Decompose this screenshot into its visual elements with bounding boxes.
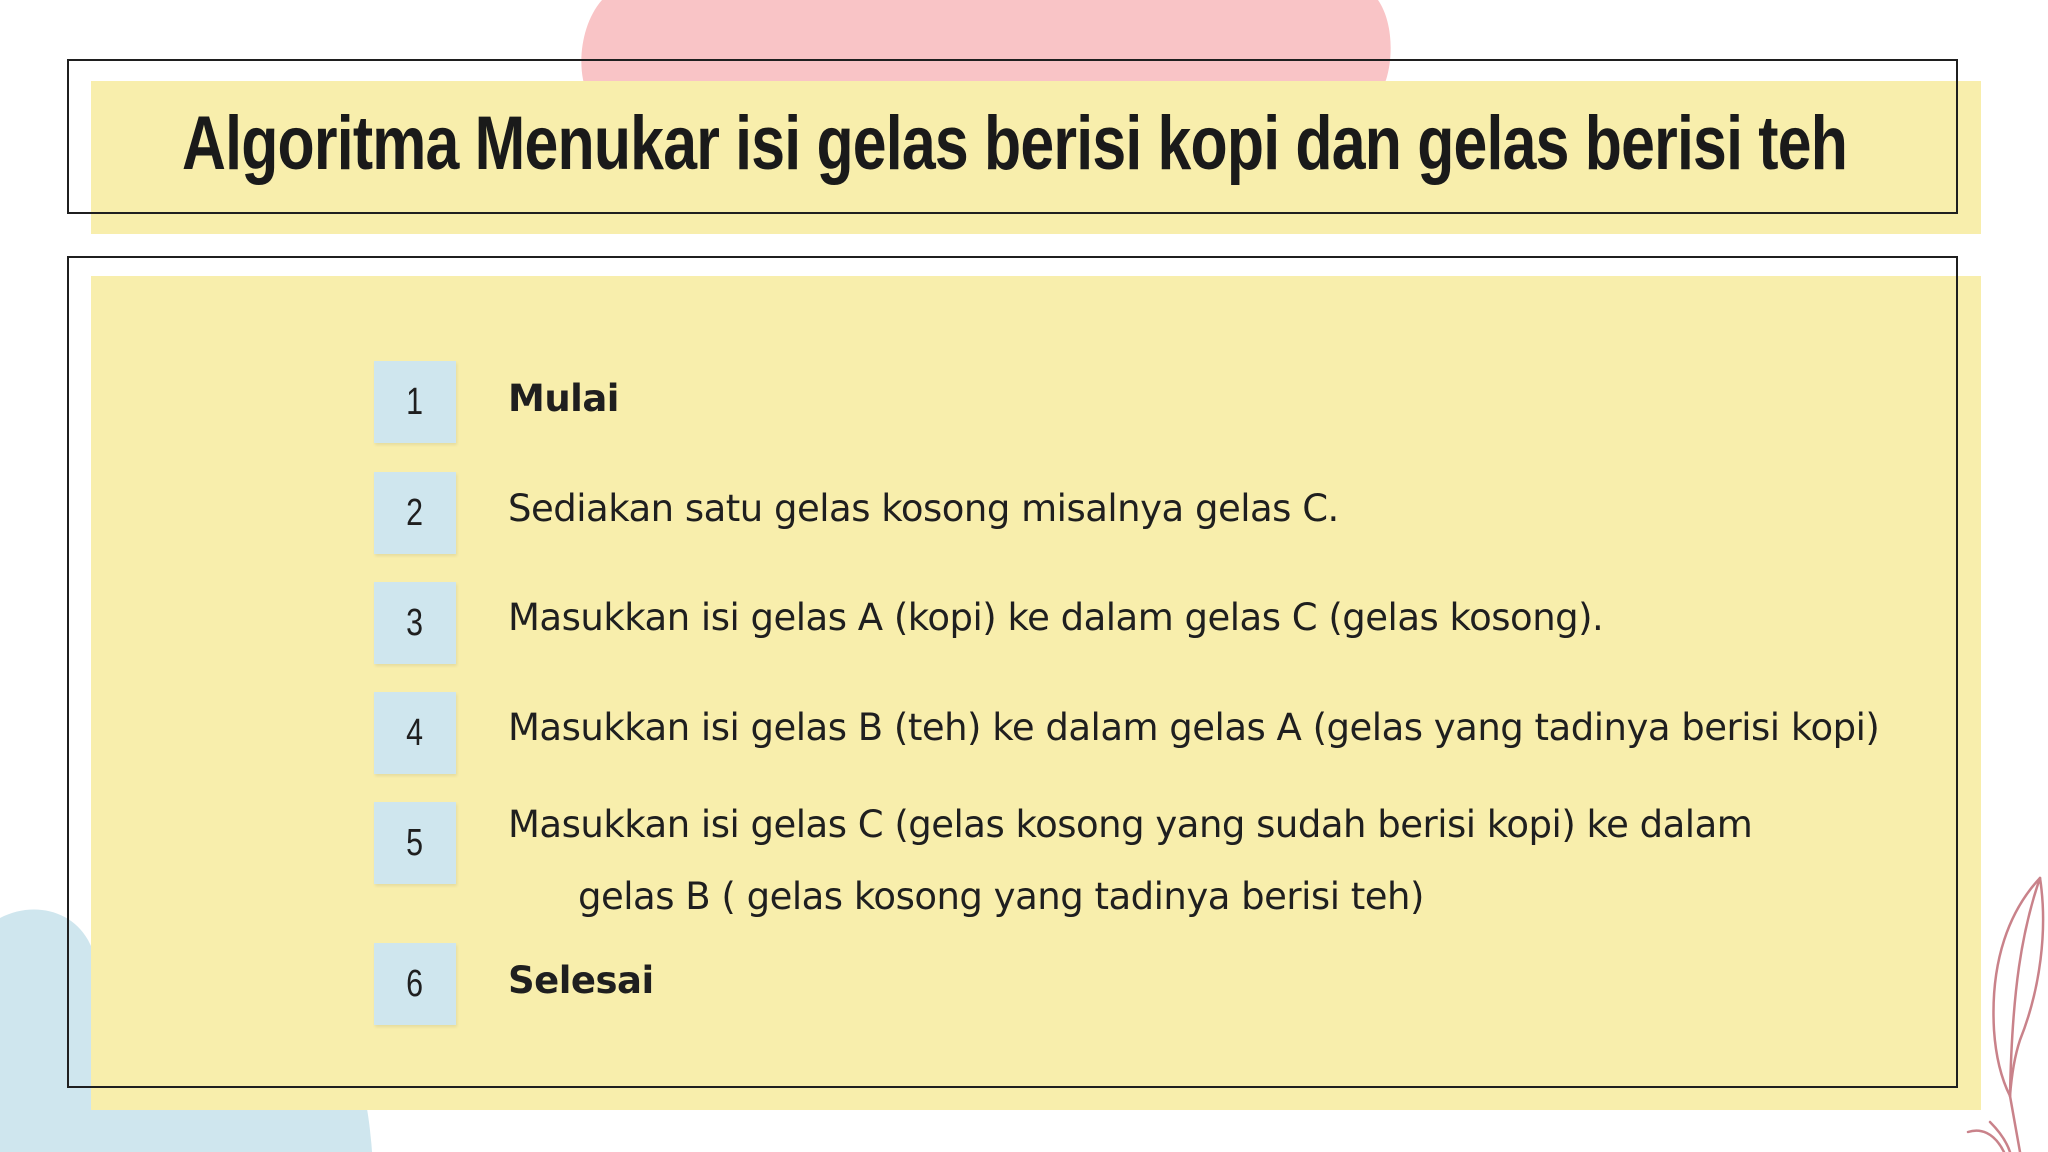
step-text: Sediakan satu gelas kosong misalnya gelas C. (508, 487, 1339, 530)
page-title: Algoritma Menukar isi gelas berisi kopi dan gelas berisi teh (182, 101, 1848, 186)
step-number-badge: 6 (374, 943, 456, 1025)
step-number-badge: 5 (374, 802, 456, 884)
step-number-badge: 1 (374, 361, 456, 443)
step-text: Selesai (508, 959, 654, 1002)
step-text: Masukkan isi gelas A (kopi) ke dalam gelas C (gelas kosong). (508, 596, 1604, 639)
leaf-decoration (1950, 860, 2048, 1152)
step-text: Masukkan isi gelas B (teh) ke dalam gelas A (gelas yang tadinya berisi kopi) (508, 706, 1880, 749)
step-number-badge: 2 (374, 472, 456, 554)
step-text-continuation: gelas B ( gelas kosong yang tadinya berisi teh) (578, 875, 1424, 918)
step-text: Masukkan isi gelas C (gelas kosong yang sudah berisi kopi) ke dalam (508, 803, 1753, 846)
step-number-badge: 3 (374, 582, 456, 664)
step-text: Mulai (508, 377, 619, 420)
content-frame (67, 256, 1958, 1088)
step-number-badge: 4 (374, 692, 456, 774)
